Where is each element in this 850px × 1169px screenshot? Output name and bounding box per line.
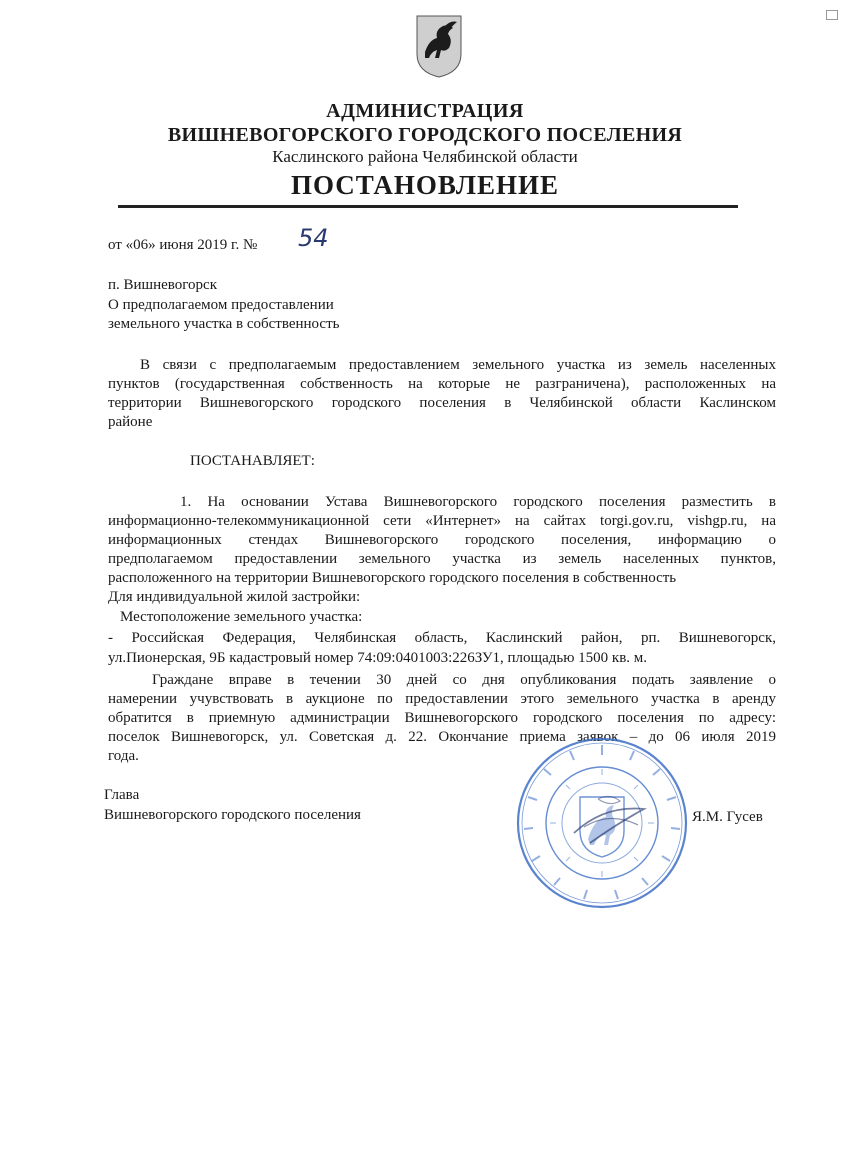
official-stamp	[514, 735, 690, 911]
citizens-line: поселок Вишневогорск, ул. Советская д. 22. Окончание приема заявок – до 06 июля 2019	[108, 729, 776, 745]
header-title-2: ВИШНЕВОГОРСКОГО ГОРОДСКОГО ПОСЕЛЕНИЯ	[167, 124, 683, 146]
subject-line: О предполагаемом предоставлении	[108, 297, 334, 313]
preamble-line: территории Вишневогорского городского поселения в Челябинской области Каслинском	[108, 395, 776, 411]
item-line: расположенного на территории Вишневогорского городского поселения в собственность	[108, 570, 677, 586]
item-line: информационных стендах Вишневогорского городского поселения, информацию о	[108, 532, 776, 548]
signatory-name: Я.М. Гусев	[692, 809, 763, 825]
date-line: от «06» июня 2019 г. №	[108, 237, 258, 253]
location-label: Местоположение земельного участка:	[120, 609, 363, 625]
coat-of-arms-emblem	[415, 14, 463, 78]
item-line: 1. На основании Устава Вишневогорского городского поселения разместить в	[180, 494, 776, 510]
item-line: предполагаемом предоставлении земельного участка из земель населенных пунктов,	[108, 551, 776, 567]
header-title-1: АДМИНИСТРАЦИЯ	[326, 100, 524, 122]
preamble-line: районе	[108, 414, 153, 430]
header-region: Каслинского района Челябинской области	[272, 147, 578, 166]
location-line: ул.Пионерская, 9Б кадастровый номер 74:09:0401003:226ЗУ1, площадью 1500 кв. м.	[108, 650, 648, 666]
header-divider	[118, 205, 738, 208]
preamble-line: пунктов (государственная собственность на которые не разграничена), расположенных на	[108, 376, 776, 392]
citizens-line: обратится в приемную администрации Вишневогорского городского поселения по адресу:	[108, 710, 776, 726]
signature-title: Глава	[104, 787, 140, 803]
signature-title: Вишневогорского городского поселения	[104, 807, 361, 823]
preamble-line: В связи с предполагаемым предоставлением земельного участка из земель населенных	[140, 357, 776, 373]
corner-mark	[826, 10, 838, 20]
citizens-line: Граждане вправе в течении 30 дней со дня опубликования подать заявление о	[152, 672, 776, 688]
citizens-line: намерении учувствовать в аукционе по предоставлении этого земельного участка в аренду	[108, 691, 776, 707]
item-line: Для индивидуальной жилой застройки:	[108, 589, 361, 605]
item-line: информационно-телекоммуникационной сети «Интернет» на сайтах torgi.gov.ru, vishgp.ru, на	[108, 513, 776, 529]
handwritten-number: 54	[298, 224, 329, 252]
citizens-line: года.	[108, 748, 139, 764]
subject-line: земельного участка в собственность	[108, 316, 340, 332]
decree-heading: ПОСТАНАВЛЯЕТ:	[190, 453, 315, 469]
document-type: ПОСТАНОВЛЕНИЕ	[290, 170, 560, 200]
place: п. Вишневогорск	[108, 277, 217, 293]
location-line: - Российская Федерация, Челябинская область, Каслинский район, рп. Вишневогорск,	[108, 630, 776, 646]
